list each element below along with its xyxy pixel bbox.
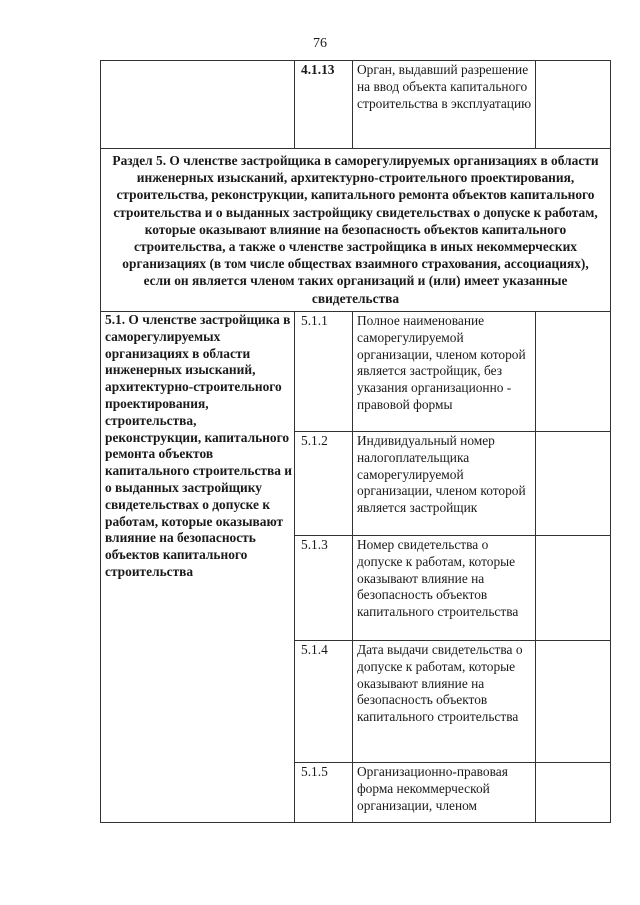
table-row-5-1-1 [101, 312, 611, 432]
row-description: Полное наименование саморегулируемой организации, членом которой является застройщик, без указания организационно - правовой формы [353, 312, 536, 432]
row-description: Индивидуальный номер налогоплательщика саморегулируемой организации, членом которой является застройщик [353, 432, 536, 536]
row-code: 5.1.5 [295, 763, 353, 823]
disclosure-table [100, 60, 611, 823]
row-code: 5.1.2 [295, 432, 353, 536]
page-number: 76 [313, 36, 327, 51]
value-cell [536, 61, 611, 149]
row-code: 5.1.4 [295, 641, 353, 763]
row-description: Организационно-правовая форма некоммерческой организации, членом [353, 763, 536, 823]
row-code: 5.1.3 [295, 536, 353, 641]
value-cell [536, 536, 611, 641]
row-code: 4.1.13 [295, 61, 353, 149]
row-description: Дата выдачи свидетельства о допуске к работам, которые оказывают влияние на безопасность объектов капитального строительства [353, 641, 536, 763]
value-cell [536, 312, 611, 432]
row-description: Номер свидетельства о допуске к работам, которые оказывают влияние на безопасность объектов капитального строительства [353, 536, 536, 641]
empty-cell [101, 61, 295, 149]
row-description: Орган, выдавший разрешение на ввод объекта капитального строительства в эксплуатацию [353, 61, 536, 149]
value-cell [536, 641, 611, 763]
value-cell [536, 763, 611, 823]
section-heading: Раздел 5. О членстве застройщика в саморегулируемых организациях в области инженерных изысканий, архитектурно-строительного проектирования, строительства, реконструкции, капитального ремонта объектов капитального строительства и о выданных застройщику свидетельствах о допуске к работам, которые оказывают влияние на безопасность объектов капитального строительства, а также о членстве застройщика в иных некоммерческих организациях (в том числе обществах взаимного страхования, ассоциациях), если он является членом таких организаций и (или) имеет указанные свидетельства [101, 149, 611, 312]
row-code: 5.1.1 [295, 312, 353, 432]
section-heading-row [101, 149, 611, 312]
value-cell [536, 432, 611, 536]
table-row-4-1-13 [101, 61, 611, 149]
subsection-heading: 5.1. О членстве застройщика в саморегулируемых организациях в области инженерных изысканий, архитектурно-строительного проектирования, строительства, реконструкции, капитального ремонта объектов капитального строительства и о выданных застройщику свидетельствах о допуске к работам, которые оказывают влияние на безопасность объектов капитального строительства [101, 312, 295, 823]
